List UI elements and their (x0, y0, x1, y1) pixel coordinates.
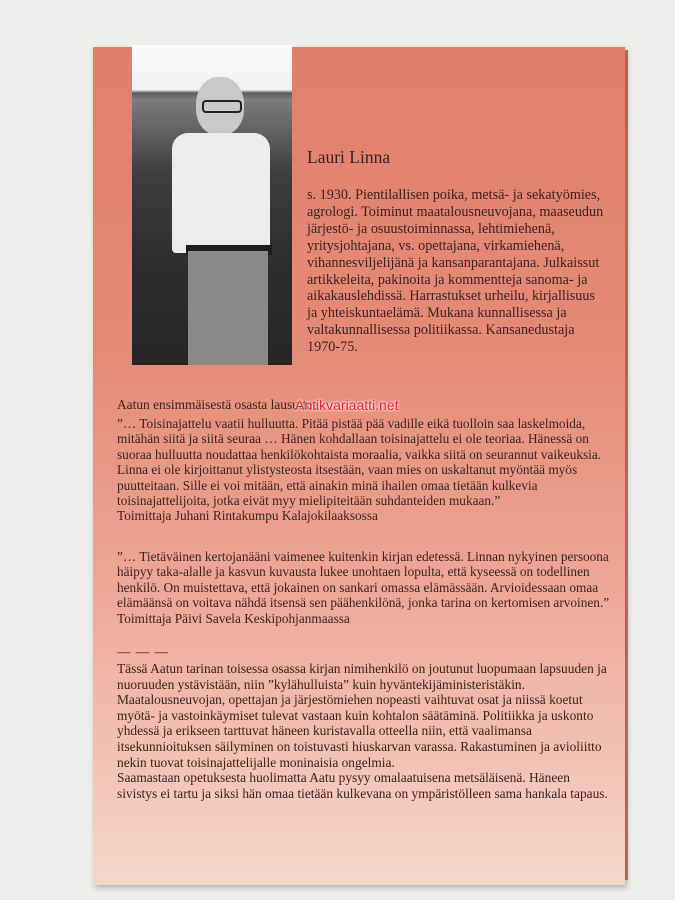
section-separator: — — — (117, 644, 169, 659)
author-photo (132, 45, 292, 365)
reviews-intro: Aatun ensimmäisestä osasta lausuttua: (117, 397, 323, 412)
watermark-text: Antikvariaatti.net (295, 397, 399, 413)
review-quote-2: ”… Tietäväinen kertojanääni vaimenee kuitenkin kirjan edetessä. Linnan nykyinen persoona häipyy taka-alalle ja kasvun kuvausta lukee unohtaen lopulta, että kyseessä on todellinen henkilö. On muistettava, että jokainen on sankari omassa elämässään. Arvioidessaan omaa elämäänsä on voitava nähdä itsensä sen päähenkilönä, jonka tarina on kertomisen arvoinen.” Toimittaja Päivi Savela Keskipohjanmaassa (117, 549, 610, 626)
author-jeans (188, 251, 268, 365)
review-quote-1: ”… Toisinajattelu vaatii hulluutta. Pitää pistää pää vadille eikä tuolloin saa laskelmoida, mitähän siitä ja siitä seuraa … Hänen kohdallaan toisinajattelu ei ole teoriaa. Hänessä on suoraa hulluutta noudattaa henkilökohtaista moraalia, vaikka siitä on seurannut vaikeuksia. Linna ei ole kirjoittanut ylistysteosta itsestään, vaan mies on uskaltanut myöntää myös puutteitaan. Sille ei voi mitään, että ainakin minä ihailen omaa tietään kulkevia toisinajattelijoita, jotka eivät myy mielipiteitään suhdanteiden mukaan.” Toimittaja Juhani Rintakumpu Kalajokilaaksossa (117, 416, 602, 524)
author-name: Lauri Linna (307, 147, 391, 167)
book-blurb: Tässä Aatun tarinan toisessa osassa kirjan nimihenkilö on joutunut luopumaan lapsuuden ja nuoruuden ystävistään, niin ”kylähulluista” kuin hyväntekijäministeristäkin. Maatalousneuvojan, opettajan ja järjestömiehen nopeasti vaihtuvat osat ja niissä koetut myötä- ja vastoinkäymiset tulevat vastaan kuin kohtalon säätäminä. Politiikka ja uskonto yhdessä ja erikseen tarttuvat häneen kuristavalla otteella niin, että vaalimansa itsekunnioituksen säilyminen on toistuvasti hiuskarvan varassa. Rakastuminen ja avioliitto nekin tuovat toisinajattelijalle moninaisia ongelmia. Saamastaan opetuksesta huolimatta Aatu pysyy omalaatuisena metsäläisenä. Häneen sivistys ei tartu ja siksi hän omaa tietään kulkevana on ympäristölleen sama hankala tapaus. (117, 661, 608, 801)
author-shirt (172, 133, 270, 253)
author-glasses (202, 100, 242, 113)
author-bio: s. 1930. Pientilallisen poika, metsä- ja sekatyömies, agrologi. Toiminut maatalousneuvojana, maaseudun järjestö- ja osuustoiminnassa, lehtimiehenä, yritysjohtajana, vs. opettajana, virkamiehenä, vihannesviljelijänä ja kansanparantajana. Julkaissut artikkeleita, pakinoita ja kommentteja sanoma- ja aikakauslehdissä. Harrastukset urheilu, kirjallisuus ja yhteiskuntaelämä. Mukana kunnallisessa ja valtakunnallisessa politiikassa. Kansanedustaja 1970-75. (307, 187, 604, 356)
